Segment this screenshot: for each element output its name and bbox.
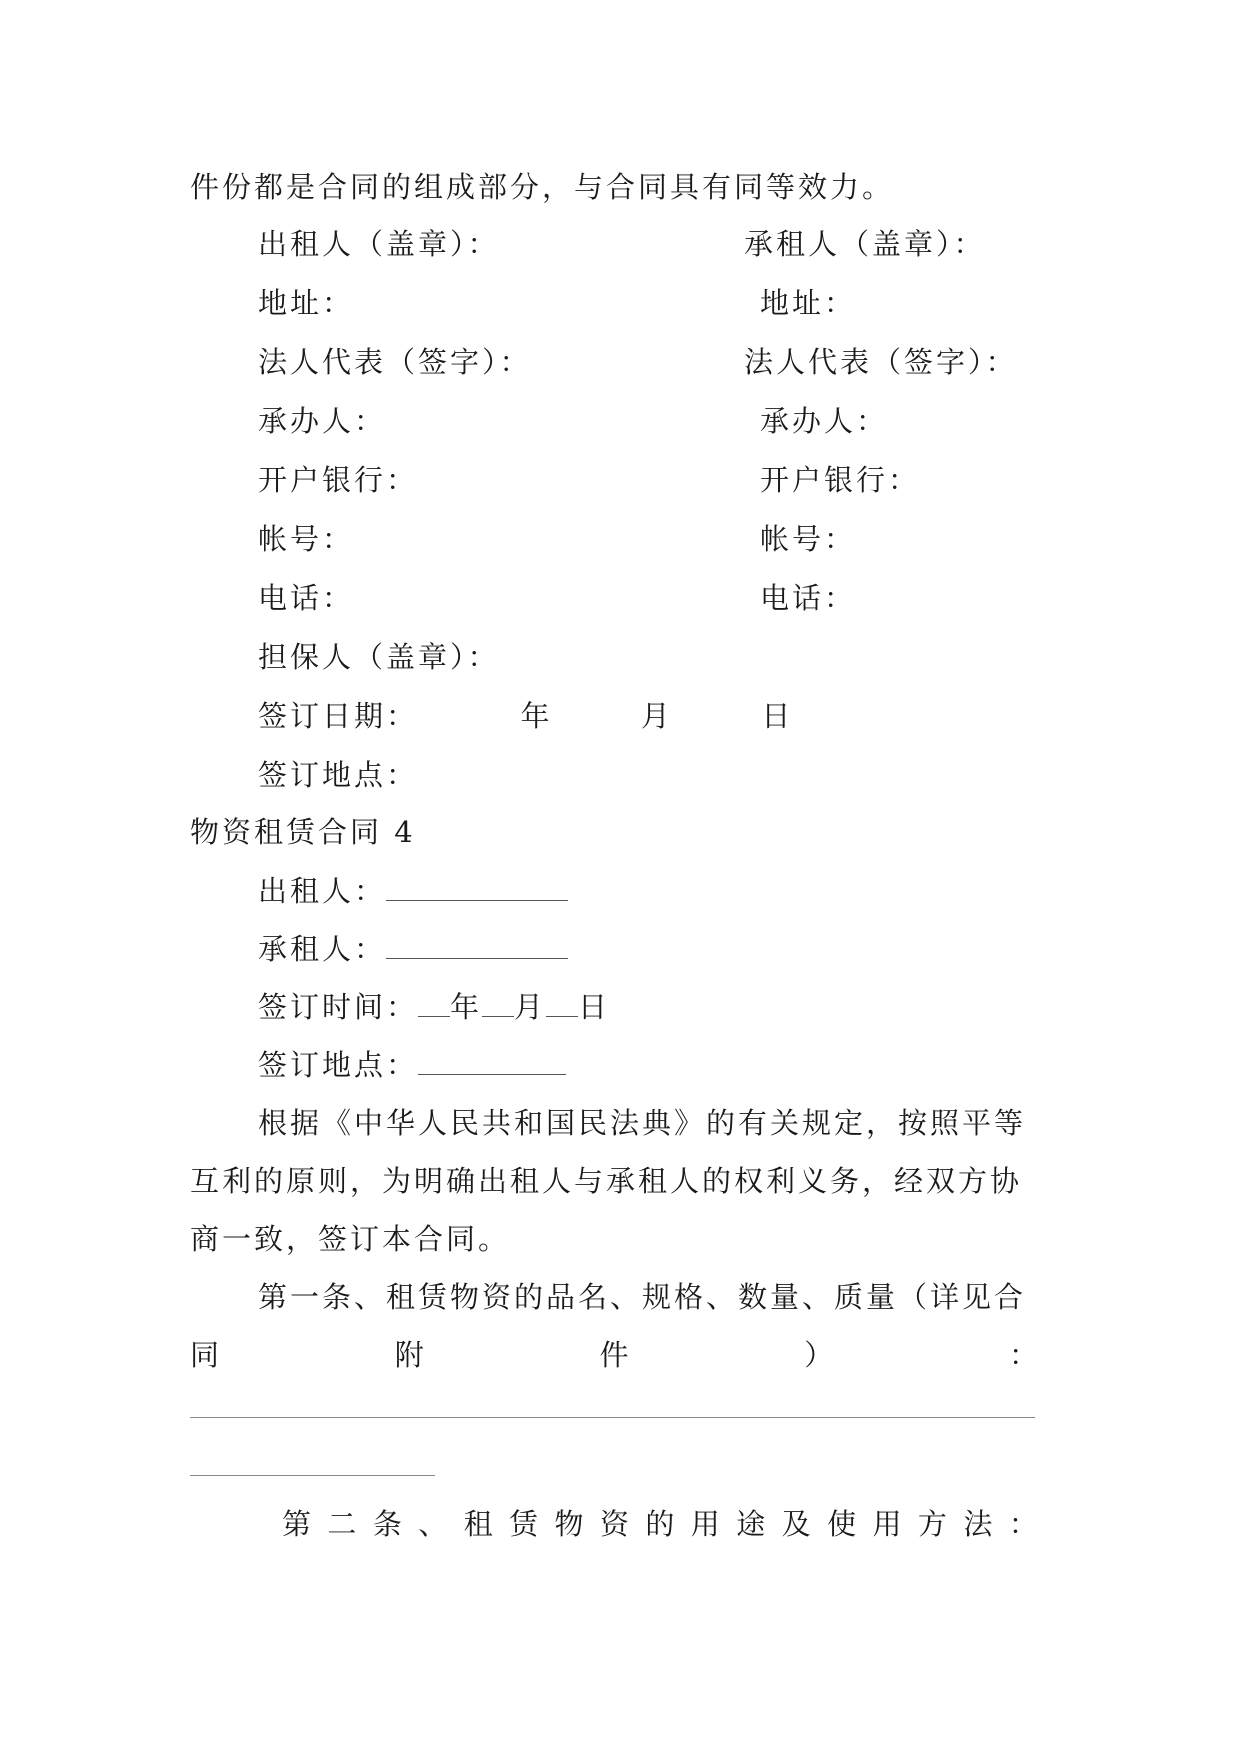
article2-char: 条: [372, 1507, 402, 1541]
contract4-sign-time-year: 年: [450, 990, 483, 1024]
article1-part: 附: [394, 1338, 424, 1372]
sign-date-month: 月: [640, 699, 673, 733]
article1-part: ：: [1008, 1338, 1038, 1372]
article2-char: 二: [327, 1507, 357, 1541]
lessee-legal-rep-label: 法人代表（签字）：: [744, 345, 1018, 379]
article1-fill-line-short: [190, 1475, 435, 1476]
contract4-lessee-label: 承租人：: [258, 932, 387, 966]
article2-char: 途: [736, 1507, 766, 1541]
lessee-account-label: 帐号：: [760, 522, 857, 556]
lessee-bank-label: 开户银行：: [760, 463, 921, 497]
sign-date-day: 日: [761, 699, 794, 733]
sign-date-row: [258, 696, 793, 736]
lessor-seal-label: 出租人（盖章）：: [258, 227, 500, 261]
article2-char: 的: [645, 1507, 675, 1541]
article2-char: 物: [554, 1507, 584, 1541]
contract4-sign-time-row: [258, 987, 610, 1027]
lessor-blank-line: [386, 874, 568, 901]
lessee-blank-line: [386, 932, 568, 959]
contract4-sign-time-label: 签订时间：: [258, 990, 419, 1024]
intro-tail-text: 件份都是合同的组成部分，与合同具有同等效力。: [190, 170, 895, 204]
guarantor-seal-label: 担保人（盖章）：: [258, 640, 500, 674]
sign-place-blank-line: [418, 1048, 566, 1075]
paragraph1-line3: 商一致，签订本合同。: [190, 1222, 511, 1256]
contract4-lessor-row: [258, 871, 568, 911]
article2-char: 方: [917, 1507, 947, 1541]
article1-line2: [190, 1335, 1038, 1375]
contract4-sign-time-month: 月: [514, 990, 547, 1024]
month-blank-line: [482, 990, 514, 1017]
article1-fill-line: [190, 1417, 1035, 1418]
article2-char: 使: [827, 1507, 857, 1541]
contract4-title: 物资租赁合同 4: [190, 815, 416, 849]
sign-date-year: 年: [520, 699, 553, 733]
contract4-sign-time-day: 日: [578, 990, 611, 1024]
article2-char: 用: [872, 1507, 902, 1541]
contract4-sign-place-label: 签订地点：: [258, 1048, 419, 1082]
article2-char: 法: [963, 1507, 993, 1541]
article2-char: ：: [1008, 1507, 1038, 1541]
contract4-sign-place-row: [258, 1045, 566, 1085]
lessor-phone-label: 电话：: [258, 581, 355, 615]
lessee-address-label: 地址：: [760, 286, 857, 320]
lessor-address-label: 地址：: [258, 286, 355, 320]
paragraph1-line2: 互利的原则，为明确出租人与承租人的权利义务，经双方协: [190, 1164, 1023, 1198]
article1-part: ）: [804, 1338, 834, 1372]
article2-char: 资: [599, 1507, 629, 1541]
lessor-account-label: 帐号：: [258, 522, 355, 556]
article1-line1: 第一条、租赁物资的品名、规格、数量、质量（详见合: [258, 1280, 1027, 1314]
article2-char: 、: [418, 1507, 448, 1541]
lessee-phone-label: 电话：: [760, 581, 857, 615]
article2-char: 第: [282, 1507, 312, 1541]
lessor-legal-rep-label: 法人代表（签字）：: [258, 345, 532, 379]
lessee-seal-label: 承租人（盖章）：: [744, 227, 986, 261]
article2-char: 用: [690, 1507, 720, 1541]
sign-date-label: 签订日期：: [258, 699, 419, 733]
article2-char: 租: [463, 1507, 493, 1541]
contract4-lessee-row: [258, 929, 568, 969]
contract4-lessor-label: 出租人：: [258, 874, 387, 908]
year-blank-line: [418, 990, 450, 1017]
article2-char: 及: [781, 1507, 811, 1541]
paragraph1-line1: 根据《中华人民共和国民法典》的有关规定，按照平等: [258, 1106, 1027, 1140]
lessor-bank-label: 开户银行：: [258, 463, 419, 497]
article2-line: [282, 1504, 1038, 1544]
day-blank-line: [546, 990, 578, 1017]
article2-char: 赁: [509, 1507, 539, 1541]
article1-part: 同: [190, 1338, 220, 1372]
article1-part: 件: [599, 1338, 629, 1372]
lessee-handler-label: 承办人：: [760, 404, 889, 438]
lessor-handler-label: 承办人：: [258, 404, 387, 438]
sign-place-label: 签订地点：: [258, 758, 419, 792]
